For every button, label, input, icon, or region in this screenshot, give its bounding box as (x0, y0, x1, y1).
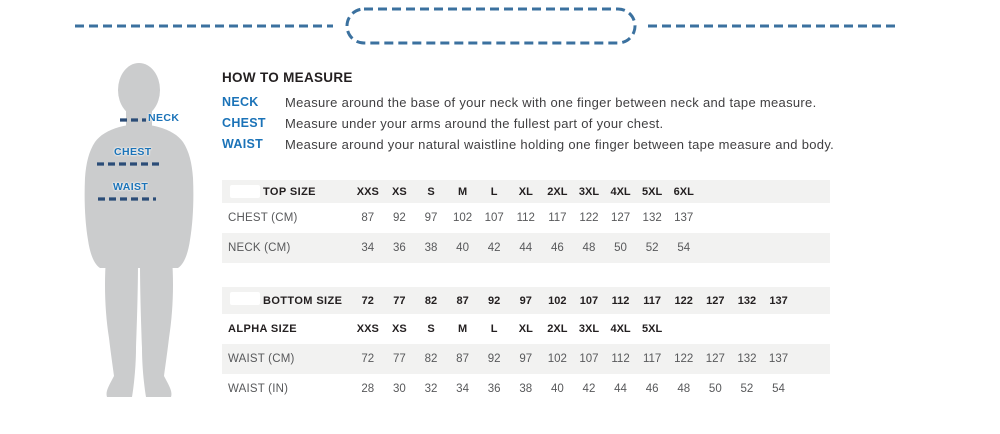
waist-cm-value-cell: 122 (674, 353, 694, 365)
bottom-size-value-cell: 137 (769, 294, 788, 307)
alpha-size-row (222, 314, 830, 344)
waist-in-row (222, 374, 830, 404)
neck-cm-row (222, 233, 830, 263)
bottom-size-value-cell: 97 (519, 294, 532, 307)
waist-cm-value-cell: 77 (392, 353, 406, 365)
bottom-size-value-cell: 82 (424, 294, 438, 307)
body-silhouette-figure (60, 60, 200, 408)
bottom-size-value-cell: 127 (706, 294, 725, 307)
waist-instruction-label: WAIST (222, 137, 264, 151)
waist-in-value-cell: 54 (772, 383, 785, 395)
waist-in-value-cell: 50 (708, 383, 722, 395)
neck-cm-row-label: NECK (CM) (228, 242, 291, 254)
neck-cm-value-cell: 52 (645, 242, 659, 254)
alpha-size-cell: 3XL (578, 323, 600, 335)
how-to-measure-title: HOW TO MEASURE (222, 70, 353, 85)
neck-instruction-text: Measure around the base of your neck with one finger between neck and tape measure. (285, 95, 817, 110)
neck-cm-value-cell: 44 (519, 242, 533, 254)
chest-cm-value-cell: 132 (642, 212, 662, 224)
waist-in-value-cell: 28 (361, 383, 375, 395)
neck-cm-value-cell: 50 (614, 242, 627, 254)
top-size-header-row (222, 180, 830, 203)
bottom-size-table (222, 287, 830, 404)
top-size-table (222, 180, 830, 263)
bottom-size-value-cell: 102 (548, 294, 567, 307)
neck-cm-value-cell: 54 (677, 242, 691, 254)
waist-in-value-cell: 34 (456, 383, 469, 395)
size-header-cell: L (490, 185, 498, 198)
neck-cm-value-cell: 34 (361, 242, 375, 254)
bottom-size-value-cell: 122 (674, 294, 693, 307)
alpha-size-cell: S (427, 323, 435, 335)
bottom-size-value-cell: 117 (643, 294, 662, 307)
chest-instruction-label: CHEST (222, 116, 266, 130)
dashed-line-pill-graphic (0, 0, 1000, 52)
size-header-cell: 3XL (578, 185, 600, 198)
chest-cm-value-cell: 127 (610, 212, 631, 224)
waist-in-value-cell: 32 (424, 383, 438, 395)
bottom-size-value-cell: 72 (361, 294, 374, 307)
waist-in-value-cell: 30 (392, 383, 406, 395)
waist-cm-value-cell: 72 (361, 353, 375, 365)
waist-cm-value-cell: 132 (737, 353, 757, 365)
chest-cm-value-cell: 122 (579, 212, 599, 224)
bottom-size-value-cell: 112 (611, 294, 630, 307)
waist-in-value-cell: 42 (582, 383, 596, 395)
alpha-size-row-label: ALPHA SIZE (228, 323, 297, 335)
waist-in-row-label: WAIST (IN) (228, 383, 289, 395)
chest-instruction-text: Measure under your arms around the fullest part of your chest. (285, 116, 664, 131)
size-header-cell: 2XL (547, 185, 568, 198)
bottom-size-header-row (222, 287, 830, 314)
waist-cm-value-cell: 107 (579, 353, 599, 365)
waist-cm-value-cell: 127 (705, 353, 725, 365)
waist-in-value-cell: 46 (645, 383, 659, 395)
figure-neck-label: NECK (148, 112, 180, 124)
waist-in-value-cell: 48 (677, 383, 691, 395)
dashed-banner-decoration (0, 0, 1000, 52)
bottom-size-value-cell: 87 (456, 294, 469, 307)
alpha-size-cell: 5XL (642, 323, 663, 335)
waist-cm-value-cell: 97 (519, 353, 533, 365)
waist-cm-row-label: WAIST (CM) (228, 353, 295, 365)
waist-cm-value-cell: 112 (611, 353, 630, 365)
chest-cm-value-cell: 137 (674, 212, 694, 224)
alpha-size-cell: L (490, 323, 498, 335)
erased-logo-patch (230, 292, 260, 305)
bottom-size-header-label: BOTTOM SIZE (263, 294, 343, 307)
bottom-size-value-cell: 132 (737, 294, 757, 307)
figure-chest-label: CHEST (114, 146, 152, 158)
chest-cm-value-cell: 112 (516, 212, 535, 224)
alpha-size-cell: M (457, 323, 468, 335)
bottom-size-value-cell: 92 (488, 294, 501, 307)
waist-cm-value-cell: 82 (424, 353, 438, 365)
chest-cm-value-cell: 97 (424, 212, 438, 224)
waist-cm-value-cell: 102 (547, 353, 567, 365)
waist-in-value-cell: 38 (519, 383, 533, 395)
chest-cm-value-cell: 87 (361, 212, 375, 224)
alpha-size-cell: XXS (356, 323, 379, 335)
neck-cm-value-cell: 38 (424, 242, 438, 254)
bottom-size-value-cell: 107 (579, 294, 599, 307)
chest-cm-row (222, 203, 830, 233)
alpha-size-cell: XS (392, 323, 407, 335)
neck-cm-value-cell: 36 (392, 242, 406, 254)
waist-in-value-cell: 36 (487, 383, 501, 395)
waist-cm-value-cell: 117 (642, 353, 662, 365)
waist-cm-value-cell: 137 (768, 353, 789, 365)
size-header-cell: 5XL (642, 185, 663, 198)
chest-cm-value-cell: 117 (548, 212, 567, 224)
neck-cm-value-cell: 48 (582, 242, 596, 254)
alpha-size-cell: 4XL (610, 323, 631, 335)
size-header-cell: M (457, 185, 468, 198)
waist-instruction-text: Measure around your natural waistline holding one finger between tape measure and body. (285, 137, 835, 152)
bottom-size-value-cell: 77 (393, 294, 406, 307)
size-header-cell: XXS (356, 185, 379, 198)
chest-cm-value-cell: 92 (392, 212, 406, 224)
neck-cm-value-cell: 46 (550, 242, 564, 254)
figure-waist-label: WAIST (113, 181, 149, 193)
waist-cm-value-cell: 87 (456, 353, 469, 365)
alpha-size-cell: 2XL (547, 323, 568, 335)
waist-cm-row (222, 344, 830, 374)
size-header-cell: XS (392, 185, 407, 198)
chest-cm-value-cell: 102 (452, 212, 473, 224)
size-header-cell: S (427, 185, 435, 198)
alpha-size-cell: XL (518, 323, 533, 335)
size-header-cell: XL (518, 185, 533, 198)
size-header-cell: 6XL (673, 185, 694, 198)
chest-cm-value-cell: 107 (484, 212, 504, 224)
waist-cm-value-cell: 92 (487, 353, 501, 365)
chest-cm-row-label: CHEST (CM) (228, 212, 298, 224)
neck-instruction-label: NECK (222, 95, 259, 109)
top-size-header-label: TOP SIZE (263, 185, 316, 198)
erased-logo-patch (230, 185, 260, 198)
waist-in-value-cell: 40 (550, 383, 564, 395)
waist-in-value-cell: 52 (740, 383, 754, 395)
neck-cm-value-cell: 40 (456, 242, 469, 254)
waist-in-value-cell: 44 (614, 383, 627, 395)
neck-cm-value-cell: 42 (487, 242, 501, 254)
size-header-cell: 4XL (610, 185, 631, 198)
